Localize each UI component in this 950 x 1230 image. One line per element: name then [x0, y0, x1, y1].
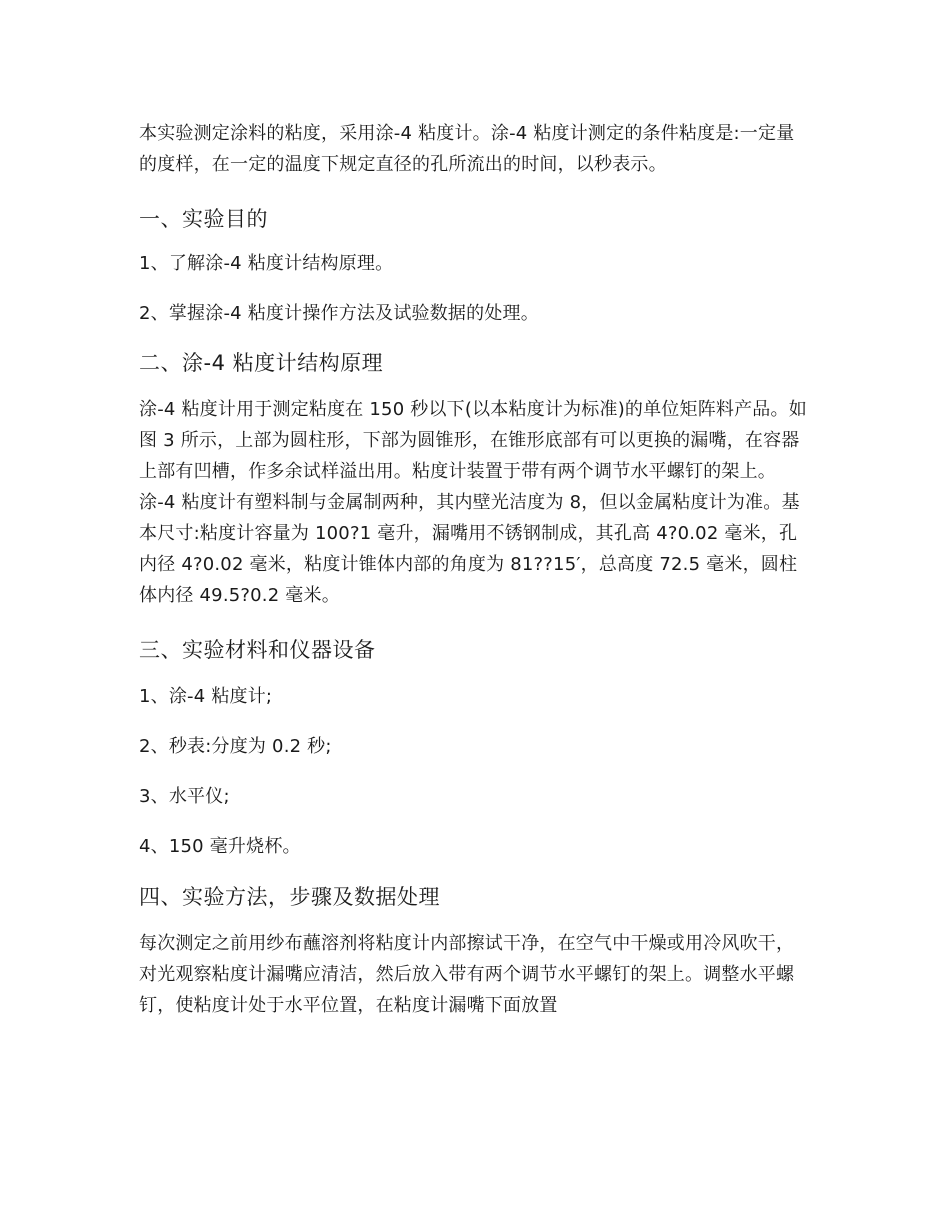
objective-item-1: 1、了解涂-4 粘度计结构原理。: [139, 253, 394, 274]
materials-item-4: 4、150 毫升烧杯。: [139, 836, 301, 857]
document-page: [139, 118, 811, 1021]
intro-paragraph: 本实验测定涂料的粘度，采用涂-4 粘度计。涂-4 粘度计测定的条件粘度是:一定量的度样，在一定的温度下规定直径的孔所流出的时间，以秒表示。: [139, 123, 795, 175]
section-heading-objective: 一、实验目的: [139, 207, 268, 231]
section-heading-method: 四、实验方法，步骤及数据处理: [139, 885, 440, 909]
section-heading-principle: 二、涂-4 粘度计结构原理: [139, 351, 384, 375]
materials-item-2: 2、秒表:分度为 0.2 秒;: [139, 736, 332, 757]
section-heading-materials: 三、实验材料和仪器设备: [139, 638, 376, 662]
materials-item-1: 1、涂-4 粘度计;: [139, 686, 273, 707]
principle-paragraph: 涂-4 粘度计用于测定粘度在 150 秒以下(以本粘度计为标准)的单位矩阵料产品。如图 3 所示，上部为圆柱形，下部为圆锥形，在锥形底部有可以更换的漏嘴，在容器上部有凹槽，作多余试样溢出用。粘度计装置于带有两个调节水平螺钉的架上。涂-4 粘度计有塑料制与金属制两种，其内壁光洁度为 8，但以金属粘度计为准。基本尺寸:粘度计容量为 100?1 毫升，漏嘴用不锈钢制成，其孔高 4?0.02 毫米，孔内径 4?0.02 毫米，粘度计锥体内部的角度为 81??15′，总高度 72.5 毫米，圆柱体内径 49.5?0.2 毫米。: [139, 399, 807, 606]
materials-item-3: 3、水平仪;: [139, 786, 230, 807]
objective-item-2: 2、掌握涂-4 粘度计操作方法及试验数据的处理。: [139, 303, 539, 324]
method-paragraph: 每次测定之前用纱布蘸溶剂将粘度计内部擦试干净，在空气中干燥或用冷风吹干，对光观察粘度计漏嘴应清洁，然后放入带有两个调节水平螺钉的架上。调整水平螺钉，使粘度计处于水平位置，在粘度计漏嘴下面放置: [139, 933, 795, 1016]
